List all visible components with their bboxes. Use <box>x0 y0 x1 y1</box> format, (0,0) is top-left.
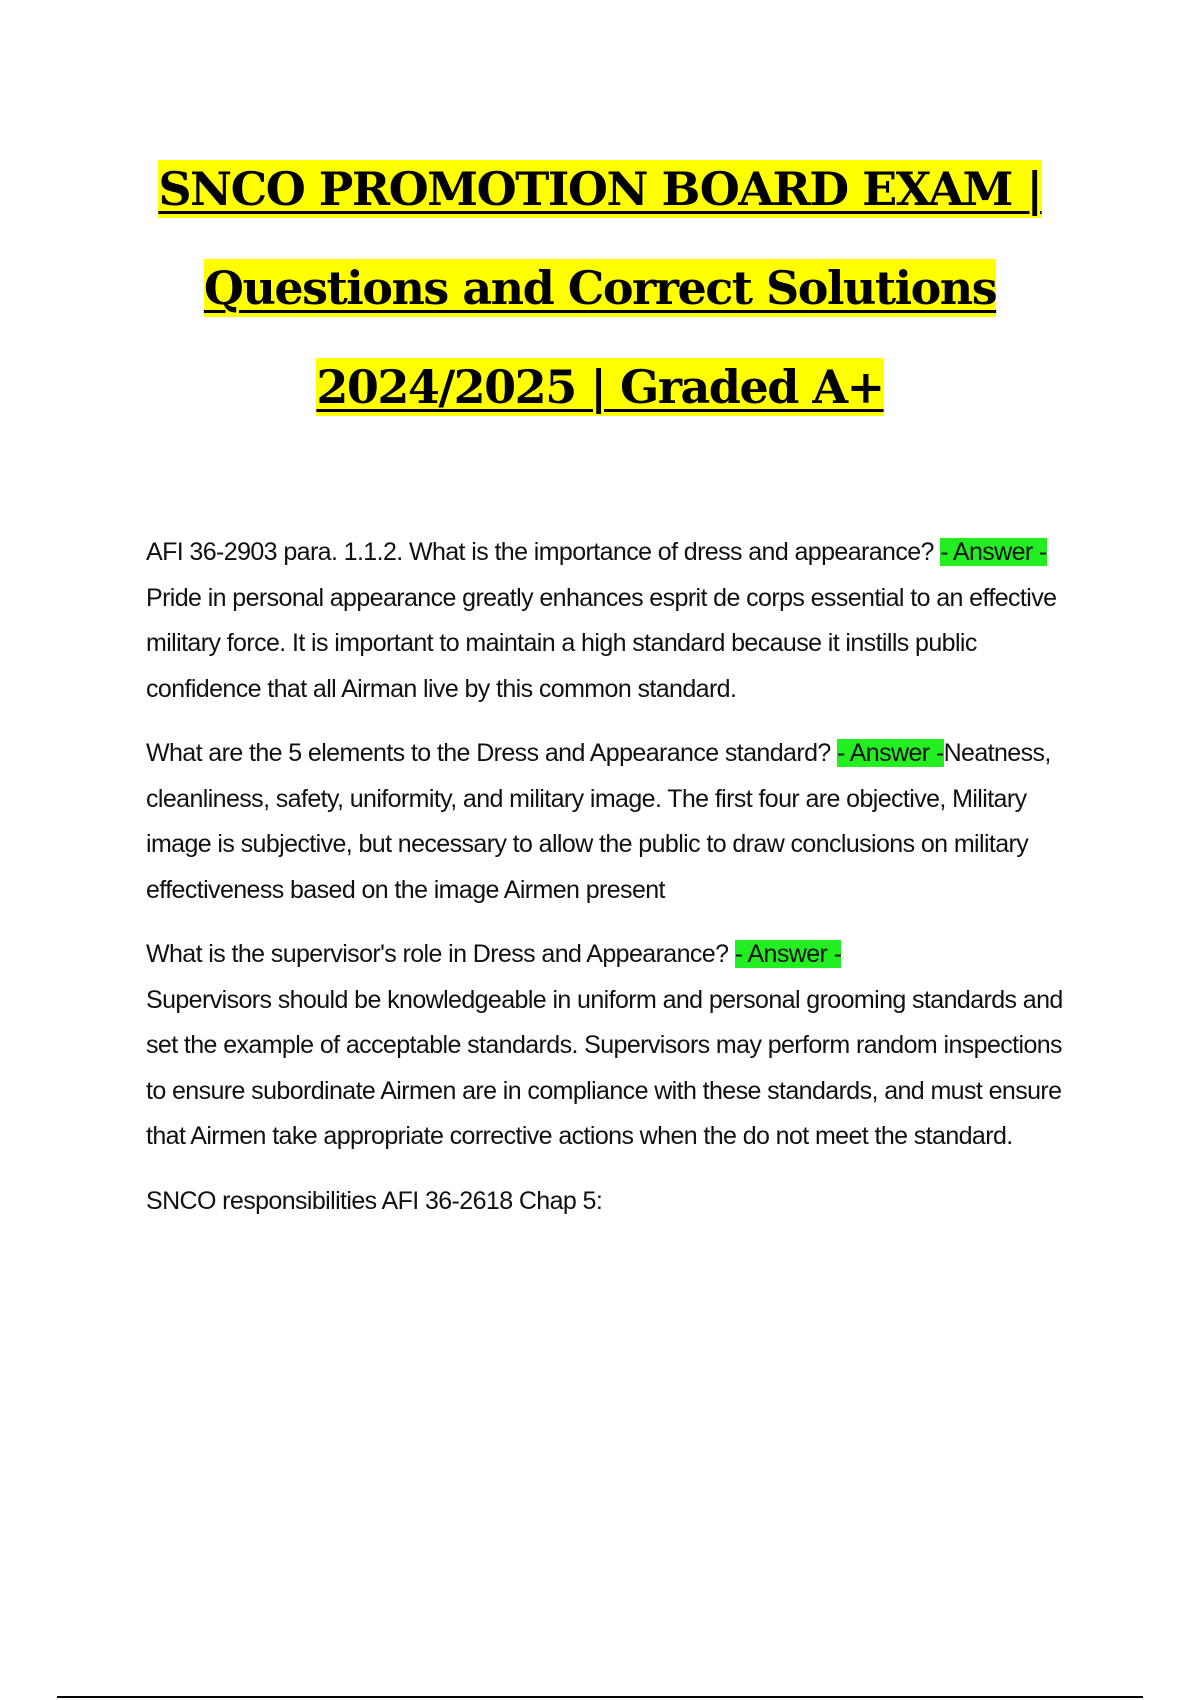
answer-text: Pride in personal appearance greatly enhances esprit de corps essential to an effective military force. It is important to maintain a high standard because it instills public confidence that all Airman live by this common standard. <box>146 583 1057 703</box>
qa-item <box>146 731 1086 913</box>
question-text: AFI 36-2903 para. 1.1.2. What is the importance of dress and appearance? <box>146 538 941 566</box>
question-text: What are the 5 elements to the Dress and Appearance standard? <box>146 739 838 767</box>
title-line-3: 2024/2025 | Graded A+ <box>316 360 884 414</box>
answer-text: Neatness, cleanliness, safety, uniformity, and military image. The first four are objective, Military image is subjective, but necessary to allow the public to draw conclusions on military effectiveness based on the image Airmen present <box>146 739 1051 904</box>
qa-item <box>146 932 1086 1160</box>
qa-item <box>146 530 1086 712</box>
title-line-2: Questions and Correct Solutions <box>203 261 997 315</box>
document-title <box>0 140 1200 437</box>
answer-label: - Answer - <box>837 739 944 767</box>
document-body <box>146 530 1086 1243</box>
page-divider <box>57 1696 1143 1698</box>
answer-label: - Answer - <box>940 538 1047 566</box>
title-line-1: SNCO PROMOTION BOARD EXAM | <box>158 162 1042 216</box>
question-text: What is the supervisor's role in Dress and Appearance? <box>146 940 735 968</box>
answer-text: Supervisors should be knowledgeable in uniform and personal grooming standards and set the example of acceptable standards. Supervisors may perform random inspections to ensure subordinate Airmen are in compliance with these standards, and must ensure that Airmen take appropriate corrective actions when the do not meet the standard. <box>146 985 1063 1150</box>
answer-label: - Answer - <box>734 940 842 968</box>
section-heading: SNCO responsibilities AFI 36-2618 Chap 5: <box>146 1186 603 1215</box>
